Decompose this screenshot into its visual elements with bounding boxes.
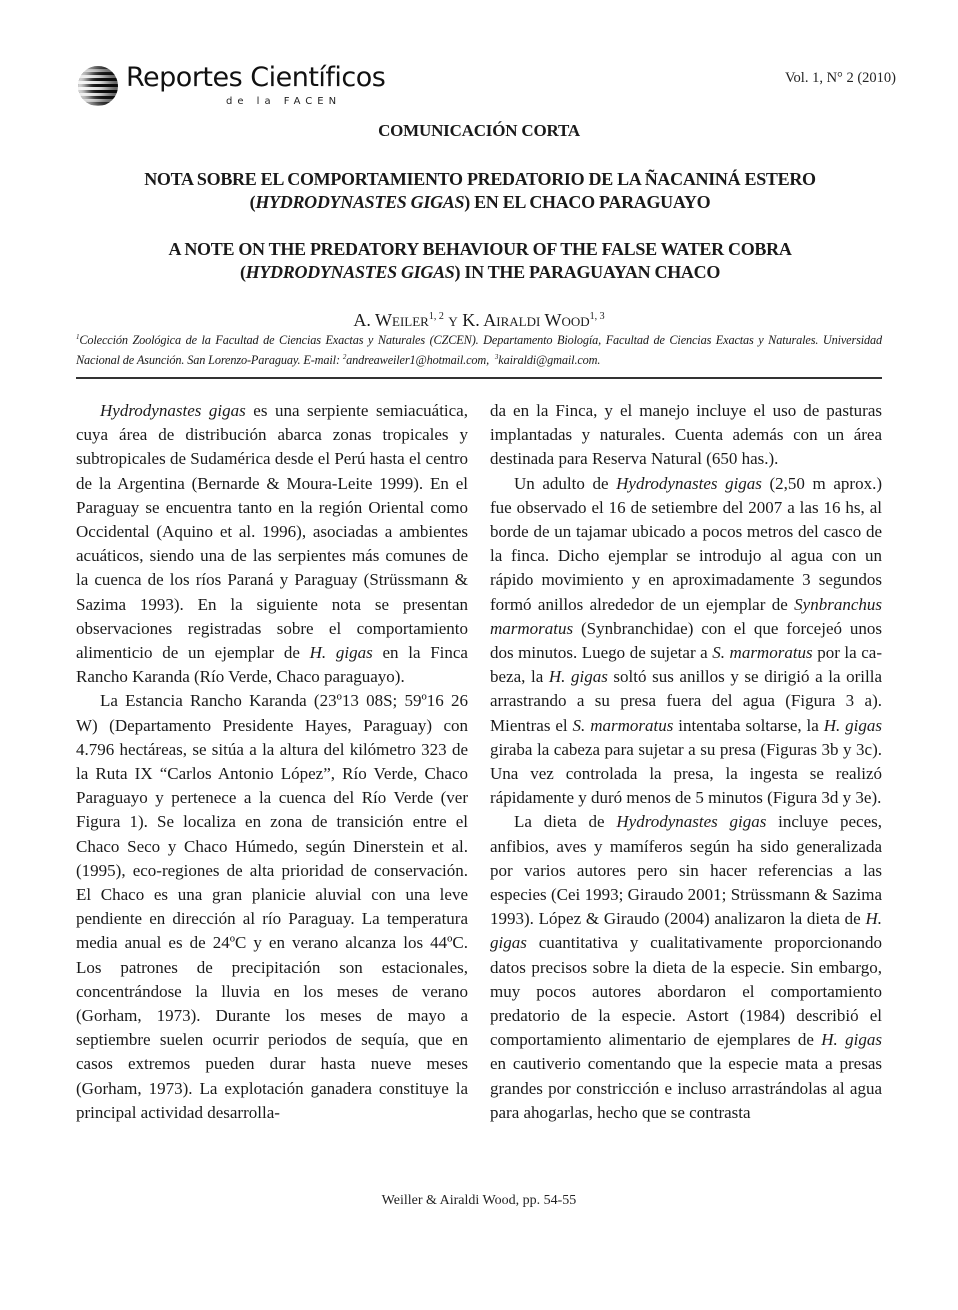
page-header: [76, 62, 896, 112]
paragraph-continued: da en la Finca, y el manejo incluye el uso de pasturas implantadas y naturales. Cuenta además con un área destinada para Reserva Natural (650 has.).: [490, 401, 882, 469]
volume-info: Vol. 1, N° 2 (2010): [784, 70, 896, 86]
title-es-line1: NOTA SOBRE EL COMPORTAMIENTO PREDATORIO DE LA ÑACANINÁ ESTERO: [144, 169, 816, 189]
paragraph-3: [490, 472, 882, 811]
title-en-line1: A NOTE ON THE PREDATORY BEHAVIOUR OF THE FALSE WATER COBRA: [168, 239, 792, 259]
author-2: K. Airaldi Wood: [462, 310, 590, 330]
title-es-line2: ) EN EL CHACO PARAGUAYO: [464, 192, 711, 212]
text-run: (Synbranchidae) con el que forcejeó unos dos minutos. Luego de sujetar a: [490, 618, 882, 663]
paragraph-2: La Estancia Rancho Karanda (23º13 08S; 59º16 26 W) (Departamento Presidente Hayes, Paraguay) con 4.796 hectáreas, se sitúa a la altura del kilómetro 323 de la Ruta IX “Carlos Antonio López”, Río Verde, Chaco Paraguayo y pertenece a la cuenca del Río Verde (ver Figura 1). Se localiza en zona de transición entre el Chaco Seco y Chaco Húmedo, según Dinerstein et al. (1995), eco-regiones de alta prioridad de conservación. El Chaco es una gran planicie aluvial con una leve pendiente en dirección al río Paraguay. La temperatura media anual es de 24ºC y en verano alcanza los 44ºC. Los patrones de precipitación son estacionales, concentrándose la lluvia en los meses de verano (Gorham, 1973). Durante los meses de mayo a septiembre suelen ocurrir periodos de sequía, que en casos extremos pueden durar hasta nueve meses (Gorham, 1973). La explotación ganadera constituye la principal actividad desarrolla-: [76, 691, 468, 1122]
title-en-paren: (: [239, 262, 246, 282]
title-es-paren: (: [249, 192, 256, 212]
author-1-affil: 1, 2: [428, 311, 444, 322]
affil-sup-1: 1: [76, 333, 80, 341]
affil-sup-3: 3: [494, 353, 499, 362]
paragraph-4: [490, 810, 882, 1125]
species-name: Hydrodynastes gigas: [100, 401, 246, 420]
globe-stripes-icon: [78, 66, 118, 106]
text-run: en cautiverio comentando que la especie mata a presas grandes por constricción e incluso arrastrándolas al agua para ahogarlas, hecho que se contrasta: [490, 1054, 882, 1122]
title-en-species: HYDRODYNASTES GIGAS: [245, 262, 455, 282]
title-spanish: [60, 168, 900, 214]
body-column-left: [76, 399, 468, 1125]
species-name: H. gigas: [548, 667, 608, 687]
species-name: Synbranchus marmoratus: [490, 594, 882, 638]
text-run: soltó sus anillos y se dirigió a la orilla arrastrando a su presa fuera del agua (Figura 3 a). Mientras el: [490, 667, 883, 735]
text-run: (2,50 m aprox.) fue observado el 16 de setiembre del 2007 a las 16 hs, al borde de un tajamar ubicado a pocos metros del casco de la finca. Dicho ejemplar se introdujo al agua con un rápido movimiento y en aproximadamente 3 segundos formó anillos alrededor de un ejemplar de: [490, 473, 882, 614]
journal-logo: [76, 62, 396, 112]
species-name: H. gigas: [309, 643, 373, 663]
title-en-line2: ) IN THE PARAGUAYAN CHACO: [454, 262, 721, 282]
paragraph-1: [76, 399, 468, 689]
header-divider: [76, 377, 882, 379]
body-column-right: [490, 399, 882, 1125]
species-name: H. gigas: [490, 909, 882, 953]
author-conjunction: y: [448, 310, 458, 330]
author-2-affil: 1, 3: [589, 311, 605, 322]
text-run: giraba la cabeza para sujetar a su presa (Figuras 3b y 3c). Una vez controlada la presa, la ingesta se realizó rápidamente y duró menos de 5 minutos (Figura 3d y 3e).: [490, 739, 882, 808]
journal-subtitle: de la FACEN: [226, 96, 342, 107]
species-name: Hydrodynastes gigas: [616, 812, 767, 832]
species-name: S. marmoratus: [572, 715, 674, 735]
section-label: COMUNICACIÓN CORTA: [378, 121, 580, 140]
authors-line: [0, 310, 958, 331]
species-name: H. gigas: [823, 715, 883, 735]
page-footer-citation: Weiller & Airaldi Wood, pp. 54-55: [381, 1193, 577, 1208]
text-run: cuantitativa y cualitativamente proporcionando datos precisos sobre la dieta de la especie. Sin embargo, muy pocos autores abordaron el comportamiento predatorio de la especie. Astort (1984) describió el comportamiento alimentario de ejemplares de: [490, 933, 882, 1050]
species-name: Hydrodynastes gigas: [616, 473, 762, 493]
email-link-2[interactable]: kairaldi@gmail.com.: [498, 353, 601, 368]
affiliation: [76, 329, 882, 369]
text-run: por la cabeza, la: [490, 643, 882, 687]
text-run: intentaba soltarse, la: [673, 715, 824, 735]
journal-name: Reportes Científicos: [126, 62, 386, 93]
text-run: La dieta de: [514, 812, 617, 832]
species-name: S. marmoratus: [712, 643, 813, 663]
text-run: Un adulto de: [514, 473, 617, 493]
affil-sup-2: 2: [342, 353, 347, 362]
title-english: [60, 238, 900, 284]
title-es-species: HYDRODYNASTES GIGAS: [255, 192, 465, 212]
text-run: es una serpiente semiacuática, cuya área de distribución abarca zonas tropicales y subtropicales de Sudamérica desde el Perú hasta el centro de la Argentina (Bernarde & Moura-Leite 1999). En el Paraguay se encuentra tanto en la región Oriental como Occidental (Aquino et al. 1996), asociadas a ambientes acuáticos, siendo una de las serpientes más comunes de la cuenca de los ríos Paraná y Paraguay (Strüssmann & Sazima 1993). En la siguiente nota se presentan observaciones registradas sobre el comportamiento alimenticio de un ejemplar de: [76, 401, 468, 663]
affil-text: Colección Zoológica de la Facultad de Ciencias Exactas y Naturales (CZCEN). Departamento Biología, Facultad de Ciencias Exactas y Naturales. Universidad Nacional de Asunción. San Lorenzo-Paraguay. E-mail:: [76, 333, 882, 368]
text-run: en la Finca Rancho Karanda (Río Verde, Chaco paraguayo).: [76, 643, 468, 687]
species-name: H. gigas: [821, 1030, 882, 1050]
email-link-1[interactable]: andreaweiler1@hotmail.com,: [346, 353, 490, 368]
text-run: incluye peces, anfibios, aves y mamíferos según ha sido generalizada por varios autores pero sin hacer referencias a las especies (Cei 1993; Giraudo 2001; Strüssmann & Sazima 1993). López & Giraudo (2004) analizaron la dieta de: [490, 812, 882, 929]
author-1: A. Weiler: [353, 310, 429, 330]
